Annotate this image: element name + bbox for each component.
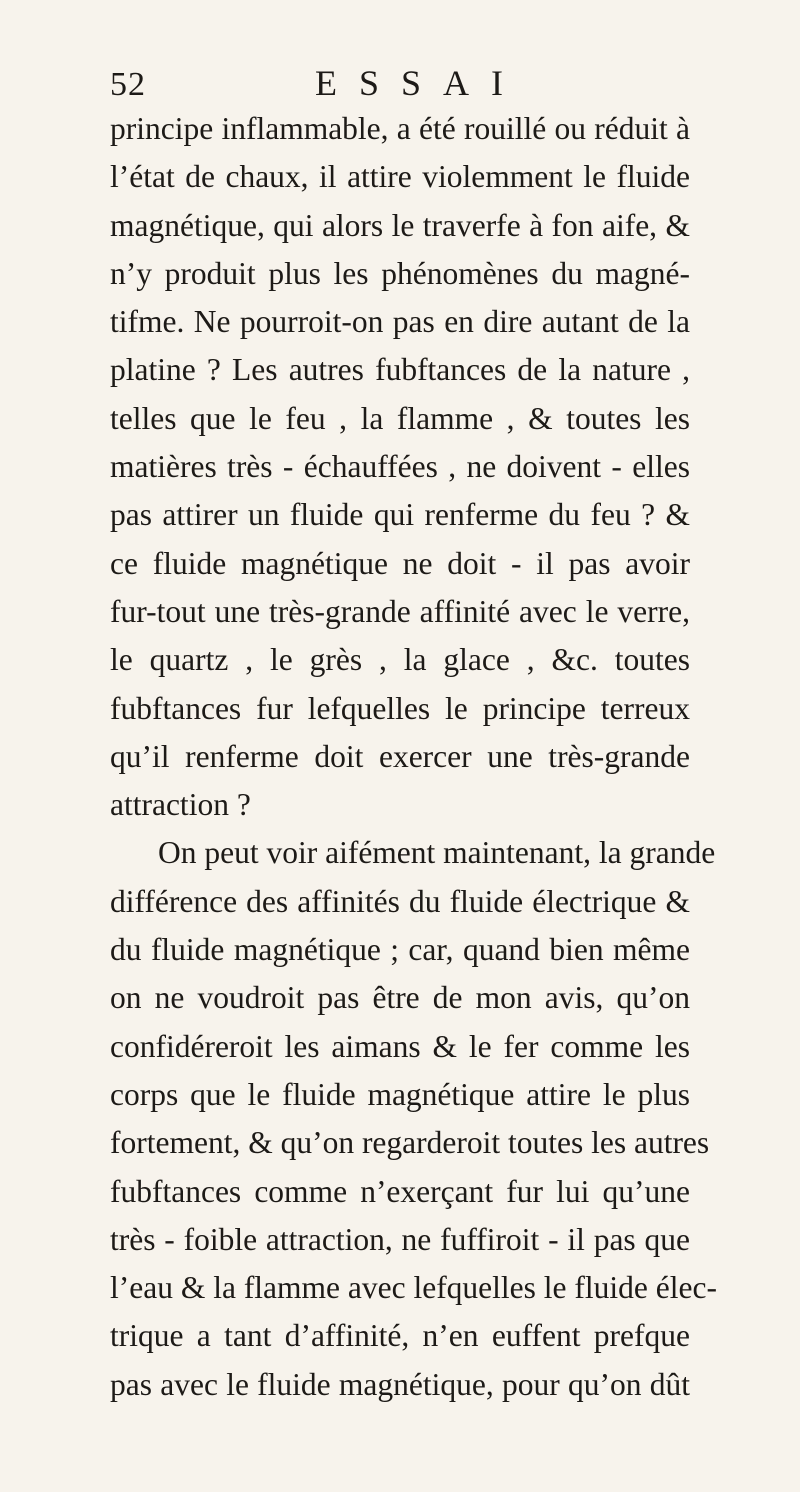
text-line: n’y produit plus les phénomènes du magné-: [110, 255, 690, 291]
text-line: ce fluide magnétique ne doit - il pas avoir: [110, 545, 690, 581]
text-line: fur-tout une très-grande affinité avec le verre,: [110, 593, 690, 629]
text-line: magnétique, qui alors le traverfe à fon aife, &: [110, 207, 690, 243]
text-line: pas attirer un fluide qui renferme du feu ? &: [110, 497, 690, 533]
text-line: corps que le fluide magnétique attire le plus: [110, 1076, 690, 1112]
text-line: l’état de chaux, il attire violemment le fluide: [110, 159, 690, 195]
text-line: très - foible attraction, ne fuffiroit - il pas que: [110, 1221, 690, 1257]
text-line: fortement, & qu’on regarderoit toutes les autres: [110, 1125, 710, 1161]
text-line: matières très - échauffées , ne doivent - elles: [110, 449, 690, 485]
text-line: principe inflammable, a été rouillé ou réduit à: [110, 111, 690, 146]
text-line: l’eau & la flamme avec lefquelles le fluide élec-: [110, 1270, 717, 1306]
paragraph-end-line: attraction ?: [110, 787, 251, 823]
text-line: on ne voudroit pas être de mon avis, qu’on: [110, 980, 690, 1016]
running-title: ESSAI: [315, 63, 526, 103]
text-line: tifme. Ne pourroit-on pas en dire autant de la: [110, 304, 690, 340]
text-line: fubftances comme n’exerçant fur lui qu’une: [110, 1173, 690, 1209]
text-line: différence des affinités du fluide électrique &: [110, 883, 690, 919]
body-text: [110, 105, 717, 1409]
text-line: pas avec le fluide magnétique, pour qu’on dût: [110, 1366, 690, 1402]
text-line: trique a tant d’affinité, n’en euffent prefque: [110, 1318, 690, 1354]
text-line: confidéreroit les aimans & le fer comme les: [110, 1028, 690, 1064]
paragraph-start-line: On peut voir aifément maintenant, la grande: [158, 835, 716, 871]
page-header: [110, 62, 690, 106]
text-line: fubftances fur lefquelles le principe terreux: [110, 690, 690, 726]
page-number: 52: [110, 66, 146, 103]
text-line: qu’il renferme doit exercer une très-grande: [110, 738, 690, 774]
text-line: le quartz , le grès , la glace , &c. toutes: [110, 642, 690, 678]
text-line: platine ? Les autres fubftances de la nature ,: [110, 352, 690, 388]
text-line: du fluide magnétique ; car, quand bien même: [110, 932, 690, 968]
text-line: telles que le feu , la flamme , & toutes les: [110, 400, 690, 436]
